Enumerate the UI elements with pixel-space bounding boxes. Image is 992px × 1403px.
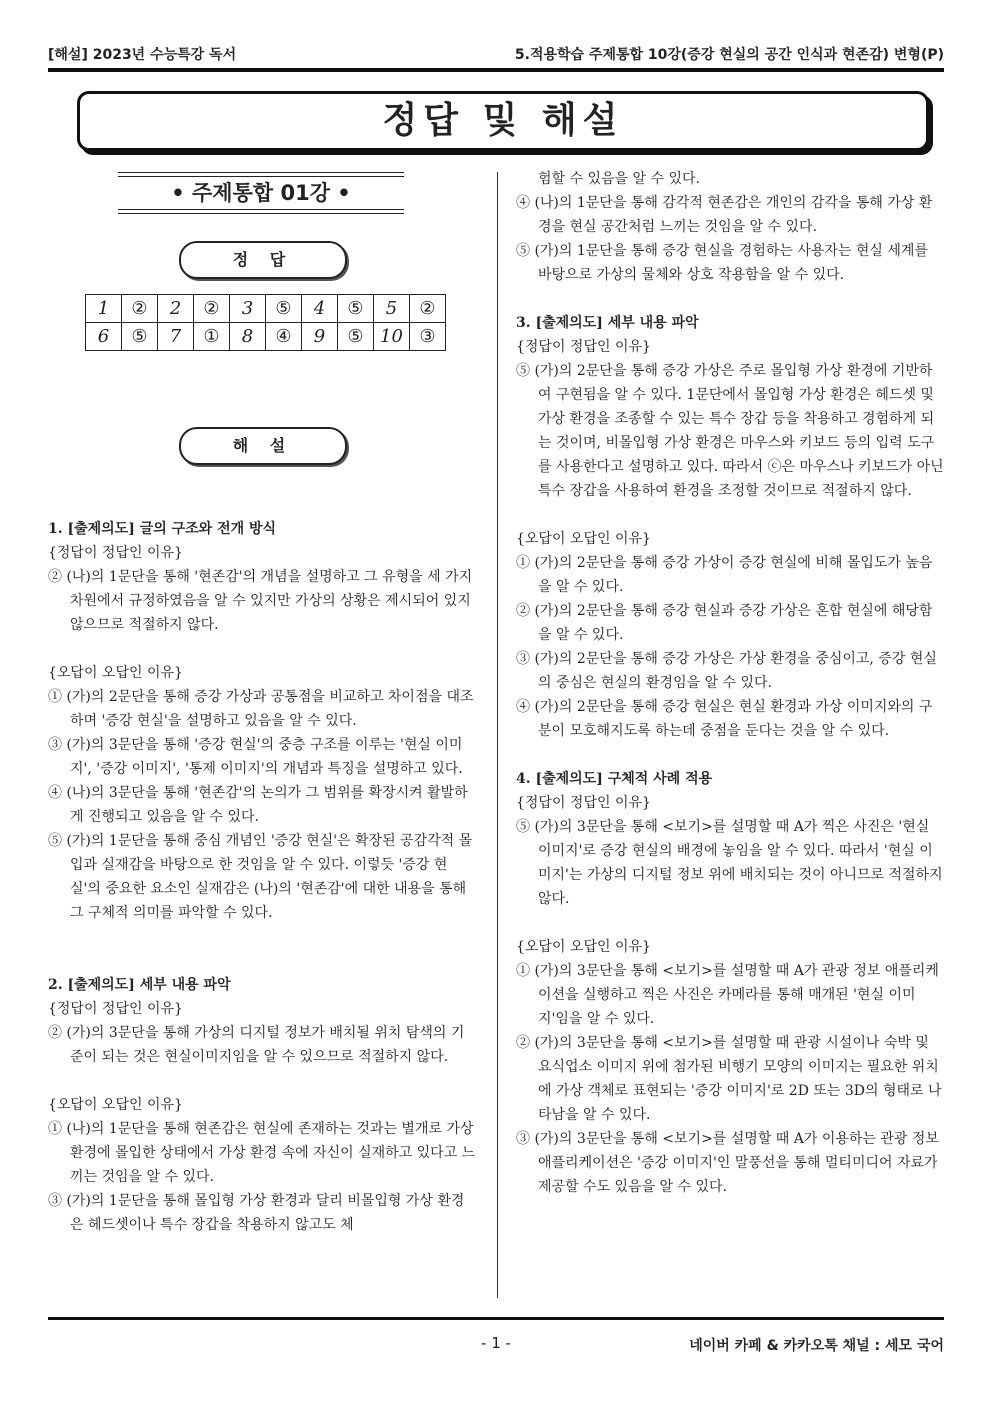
question-number: 9 (302, 323, 338, 351)
q1-wrong-3: ③ (가)의 3문단을 통해 '증강 현실'의 중층 구조를 이루는 '현실 이미지', '증강 이미지', '통제 이미지'의 개념과 특징을 설명하고 있다. (48, 737, 463, 777)
question-number: 7 (158, 323, 194, 351)
explanation-label: 해 설 (179, 427, 347, 465)
answer-mark: ④ (266, 323, 302, 351)
q4-wrong-3: ③ (가)의 3문단을 통해 <보기>를 설명할 때 A가 이용하는 관광 정보 애플리케이션은 '증강 이미지'인 말풍선을 통해 멀티미디어 자료가 제공할 수도 있음을 알 수 있다. (516, 1131, 939, 1195)
q4-wrong-1: ① (가)의 3문단을 통해 <보기>를 설명할 때 A가 관광 정보 애플리케이션을 실행하고 찍은 사진은 카메라를 통해 매개된 '현실 이미지'임을 알 수 있다. (516, 963, 939, 1027)
answer-row (86, 323, 446, 351)
q3-wrong-4: ④ (가)의 2문단을 통해 증강 현실은 현실 환경과 가상 이미지와의 구분이 모호해지도록 하는데 중점을 둔다는 것을 알 수 있다. (516, 699, 933, 739)
q3-wrong-3: ③ (가)의 2문단을 통해 증강 가상은 가상 환경을 중심이고, 증강 현실의 중심은 현실의 환경임을 알 수 있다. (516, 651, 937, 691)
question-number: 6 (86, 323, 122, 351)
answer-mark: ⑤ (122, 323, 158, 351)
q2-title: 2. [출제의도] 세부 내용 파악 (48, 977, 231, 993)
column-divider (497, 172, 498, 1298)
answer-mark: ② (122, 295, 158, 323)
answer-table (85, 294, 446, 351)
q1-wrong-4: ④ (나)의 3문단을 통해 '현존감'의 논의가 그 범위를 확장시켜 활발하게 진행되고 있음을 알 수 있다. (48, 785, 468, 825)
answer-mark: ② (410, 295, 446, 323)
q2-wrong-3-continued: 험할 수 있음을 알 수 있다. (538, 171, 700, 187)
q3-title: 3. [출제의도] 세부 내용 파악 (516, 315, 699, 331)
answer-mark: ② (194, 295, 230, 323)
answer-mark: ⑤ (338, 323, 374, 351)
bottom-rule (48, 1317, 944, 1320)
header-left: [해설] 2023년 수능특강 독서 (48, 47, 237, 63)
question-number: 2 (158, 295, 194, 323)
section-title: • 주제통합 01강 • (118, 176, 404, 210)
page-header (48, 44, 944, 66)
question-number: 8 (230, 323, 266, 351)
q2-correct-label: {정답이 정답인 이유} (48, 1001, 183, 1017)
q1-correct-label: {정답이 정답인 이유} (48, 545, 183, 561)
header-right: 5.적용학습 주제통합 10강(증강 현실의 공간 인식과 현존감) 변형(P) (514, 47, 944, 63)
question-number: 10 (374, 323, 410, 351)
q3-wrong-2: ② (가)의 2문단을 통해 증강 현실과 증강 가상은 혼합 현실에 해당함을 알 수 있다. (516, 603, 933, 643)
left-column (48, 517, 476, 1237)
section-title-box (118, 172, 404, 214)
top-rule (48, 68, 944, 72)
q1-wrong-label: {오답이 오답인 이유} (48, 665, 183, 681)
answer-mark: ⑤ (338, 295, 374, 323)
question-number: 5 (374, 295, 410, 323)
q1-title: 1. [출제의도] 글의 구조와 전개 방식 (48, 521, 277, 537)
question-number: 1 (86, 295, 122, 323)
q4-wrong-2: ② (가)의 3문단을 통해 <보기>를 설명할 때 관광 시설이나 숙박 및 요식업소 이미지 위에 첨가된 비행기 모양의 이미지는 필요한 위치에 가상 객체로 표현되는 '증강 이미지'로 2D 또는 3D의 형태로 나타남을 알 수 있다. (516, 1035, 942, 1123)
q3-correct-label: {정답이 정답인 이유} (516, 339, 651, 355)
q1-wrong-1: ① (가)의 2문단을 통해 증강 가상과 공통점을 비교하고 차이점을 대조하며 '증강 현실'을 설명하고 있음을 알 수 있다. (48, 689, 474, 729)
answer-mark: ③ (410, 323, 446, 351)
q1-wrong-5: ⑤ (가)의 1문단을 통해 중심 개념인 '증강 현실'은 확장된 공감각적 몰입과 실재감을 바탕으로 한 것임을 알 수 있다. 이렇듯 '증강 현실'의 중요한 요소인 실재감은 (나)의 '현존감'에 대한 내용을 통해 그 구체적 의미를 파악할 수 있다. (48, 833, 473, 921)
q2-correct-text: ② (가)의 3문단을 통해 가상의 디지털 정보가 배치될 위치 탐색의 기준이 되는 것은 현실이미지임을 알 수 있으므로 적절하지 않다. (48, 1025, 465, 1065)
q2-wrong-label: {오답이 오답인 이유} (48, 1097, 183, 1113)
q3-wrong-1: ① (가)의 2문단을 통해 증강 가상이 증강 현실에 비해 몰입도가 높음을 알 수 있다. (516, 555, 933, 595)
question-number: 3 (230, 295, 266, 323)
q2-wrong-4: ④ (나)의 1문단을 통해 감각적 현존감은 개인의 감각을 통해 가상 환경을 현실 공간처럼 느끼는 것임을 알 수 있다. (516, 195, 933, 235)
page-title: 정답 및 해설 (77, 91, 929, 151)
q4-correct-text: ⑤ (가)의 3문단을 통해 <보기>를 설명할 때 A가 찍은 사진은 '현실 이미지'로 증강 현실의 배경에 놓임을 알 수 있다. 따라서 '현실 이미지'는 가상의 디지털 정보 위에 배치되는 것이 아니므로 적절하지 않다. (516, 819, 943, 907)
question-number: 4 (302, 295, 338, 323)
answer-row (86, 295, 446, 323)
footer-credit: 네이버 카페 & 카카오톡 채널 : 세모 국어 (689, 1338, 944, 1354)
q4-title: 4. [출제의도] 구체적 사례 적용 (516, 771, 713, 787)
q3-correct-text: ⑤ (가)의 2문단을 통해 증강 가상은 주로 몰입형 가상 환경에 기반하여 구현됨을 알 수 있다. 1문단에서 몰입형 가상 환경은 헤드셋 및 가상 환경을 조종할 수 있는 특수 장갑 등을 착용하고 경험하게 되는 것이며, 비몰입형 가상 환경은 마우스와 키보드 등의 입력 도구를 사용한다고 설명하고 있다. 따라서 ⓒ은 마우스나 키보드가 아닌 특수 장갑을 사용하여 환경을 조정할 것이므로 적절하지 않다. (516, 363, 944, 499)
page-number: - 1 - (481, 1334, 511, 1352)
q4-correct-label: {정답이 정답인 이유} (516, 795, 651, 811)
q3-wrong-label: {오답이 오답인 이유} (516, 531, 651, 547)
q2-wrong-1: ① (나)의 1문단을 통해 현존감은 현실에 존재하는 것과는 별개로 가상 환경에 몰입한 상태에서 가상 환경 속에 자신이 실재하고 있다고 느끼는 것임을 알 수 있다. (48, 1121, 476, 1185)
q4-wrong-label: {오답이 오답인 이유} (516, 939, 651, 955)
q1-correct-text: ② (나)의 1문단을 통해 '현존감'의 개념을 설명하고 그 유형을 세 가지 차원에서 규정하였음을 알 수 있지만 가상의 상황은 제시되어 있지 않으므로 적절하지 않다. (48, 569, 473, 633)
q2-wrong-5: ⑤ (가)의 1문단을 통해 증강 현실을 경험하는 사용자는 현실 세계를 바탕으로 가상의 물체와 상호 작용함을 알 수 있다. (516, 243, 928, 283)
answer-mark: ⑤ (266, 295, 302, 323)
answer-mark: ① (194, 323, 230, 351)
answers-label: 정 답 (179, 241, 347, 279)
q2-wrong-3: ③ (가)의 1문단을 통해 몰입형 가상 환경과 달리 비몰입형 가상 환경은 헤드셋이나 특수 장갑을 착용하지 않고도 체 (48, 1193, 465, 1233)
right-column (516, 167, 944, 1199)
